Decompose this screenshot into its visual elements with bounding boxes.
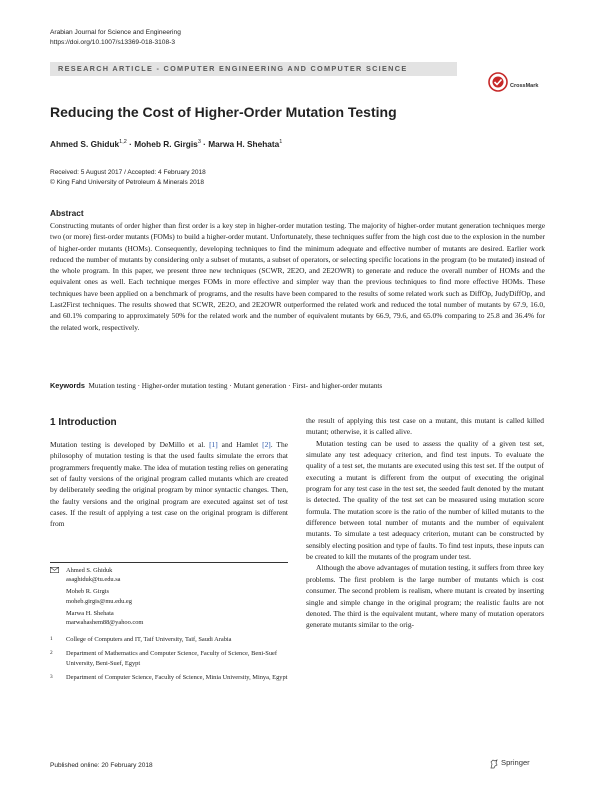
author-affil: 1,2 bbox=[119, 139, 127, 146]
author-separator: · bbox=[126, 139, 135, 149]
publication-dates bbox=[50, 168, 206, 187]
affiliation-text: College of Computers and IT, Taif University, Taif, Saudi Arabia bbox=[66, 636, 232, 644]
keywords-list: Mutation testing · Higher-order mutation testing · Mutant generation · First- and higher-order mutants bbox=[88, 382, 383, 390]
affiliation bbox=[50, 635, 288, 644]
correspondent-name: Moheb R. Girgis bbox=[66, 588, 110, 596]
author-name: Ahmed S. Ghiduk bbox=[50, 139, 120, 149]
right-column-text bbox=[306, 415, 544, 631]
springer-horse-icon bbox=[489, 759, 499, 769]
correspondent-name: Marwa H. Shehata bbox=[66, 609, 114, 617]
abstract-heading: Abstract bbox=[50, 208, 84, 218]
affiliation bbox=[50, 673, 288, 682]
author-separator: · bbox=[200, 139, 209, 149]
publisher-name: Springer bbox=[501, 758, 530, 767]
correspondent-email[interactable]: moheb.girgis@mu.edu.eg bbox=[66, 597, 132, 605]
paragraph: Mutation testing can be used to assess the quality of a given test set, simulate any test adequacy criterion, and find test inputs. To evaluate the quality of a test set, the mutants are executed using this test set. If the output of executing a mutant is different from the output of executing the original program for any test case in the test set, the seeded fault denoted by the mutant is detected. The quality of the test set can be measured using mutation score formula. The mutation score is the ratio of the number of killed mutants to the difference between total number of mutants and the number of equivalent mutants. To simulate a test adequacy criterion, mutant can be constructed by sensibly electing position and type of faults. To find test inputs, these inputs can be created to kill the mutants of the program under test. bbox=[306, 438, 544, 562]
affiliation-text: Department of Mathematics and Computer Science, Faculty of Science, Beni-Suef University, Beni-Suef, Egypt bbox=[66, 650, 278, 667]
correspondent-email[interactable]: marwahashem88@yahoo.com bbox=[66, 619, 144, 627]
published-online: Published online: 20 February 2018 bbox=[50, 762, 153, 769]
left-column-text bbox=[50, 439, 288, 530]
envelope-icon bbox=[50, 567, 59, 573]
author-name: Marwa H. Shehata bbox=[208, 139, 280, 149]
correspondent-email[interactable]: asaghiduk@tu.edu.sa bbox=[66, 576, 121, 584]
affiliation bbox=[50, 649, 288, 667]
keywords bbox=[50, 381, 545, 390]
keywords-heading: Keywords bbox=[50, 381, 85, 390]
article-type-banner: RESEARCH ARTICLE - COMPUTER ENGINEERING AND COMPUTER SCIENCE bbox=[50, 62, 457, 76]
text-run: . The philosophy of mutation testing is that the used faults simulate the errors that programmers frequently make. The idea of mutation testing relies on generating set of faulty versions of the original program called mutants which are created by deliberately seeding the original program by minor syntactic changes. Then, the faulty versions and the original program are executed against set of test cases. If the result of applying a test case on the original program is different from bbox=[50, 440, 288, 529]
crossmark-icon bbox=[488, 72, 508, 92]
author-affil: 1 bbox=[279, 139, 283, 146]
correspondence-block bbox=[50, 566, 288, 687]
abstract-text: Constructing mutants of order higher than first order is a key step in higher-order mutation testing. The majority of higher-order mutant generation techniques merge two (or more) first-order mutants (FOMs) to build a higher-order mutant. Unfortunately, these techniques suffer from the high cost due to the explosion in the number of higher-order mutants (HOMs). Consequently, developing techniques to find the minimum adequate and effective number of mutants are desired. Earlier work reduced the number of mutants by considering only a subset of mutants, a subset of operators, or selecting specific locations in the program (to be mutated) instead of the whole program. In this paper, we present three new techniques (SCWR, 2E2O, and 2E2OWR) to generate and reduce the overall number of HOMs and the equivalent ones as well. Each technique merges FOMs in more effective and simpler way than the previous techniques to find more effective HOMs. These techniques have been applied on a benchmark of programs, and the results have been compared to the results of some related work such as DiffOp, JudyDiffOp, and Last2First techniques. The results showed that SCWR, 2E2O, and 2E2OWR outperformed the related work and reduced the total number of mutants by 67.9, 16.0, and 60.1% comparing to approximately 50% for the related work and the number of equivalent mutants by 66.9, 79.6, and 65.0% comparing to 25.8 and 36.4% for the related work, respectively. bbox=[50, 221, 545, 332]
author-list bbox=[50, 139, 282, 149]
affiliation-number: 2 bbox=[50, 650, 53, 657]
correspondence-entry bbox=[50, 587, 288, 605]
affiliation-number: 1 bbox=[50, 636, 53, 643]
author-affil: 3 bbox=[197, 139, 201, 146]
journal-name: Arabian Journal for Science and Engineering bbox=[50, 29, 181, 36]
citation-link[interactable]: [2] bbox=[262, 440, 271, 449]
paragraph bbox=[50, 439, 288, 530]
text-run: Mutation testing is developed by DeMillo et al. bbox=[50, 440, 210, 449]
section-heading: 1 Introduction bbox=[50, 417, 117, 428]
publisher-mark bbox=[501, 758, 530, 767]
citation-link[interactable]: [1] bbox=[209, 440, 218, 449]
copyright-line: © King Fahd University of Petroleum & Minerals 2018 bbox=[50, 178, 204, 186]
correspondence-entry bbox=[50, 609, 288, 627]
crossmark-label: CrossMark bbox=[510, 83, 539, 89]
correspondent-name: Ahmed S. Ghiduk bbox=[66, 567, 113, 574]
paragraph: Although the above advantages of mutation testing, it suffers from three key problems. The first problem is the large number of mutants which is cost consumer. The second problem is realism, where mutant is created by inserting single and simple change in the original program; the realistic faults are not denoted. The third is the equivalent mutant, where many of mutation operators generate mutants similar to the orig- bbox=[306, 563, 544, 630]
paragraph: the result of applying this test case on a mutant, this mutant is called killed mutant; otherwise, it is called alive. bbox=[306, 416, 544, 437]
correspondence-entry bbox=[50, 566, 288, 584]
text-run: and Hamlet bbox=[217, 440, 263, 449]
journal-doi[interactable]: https://doi.org/10.1007/s13369-018-3108-3 bbox=[50, 39, 176, 46]
footnote-rule bbox=[50, 562, 288, 563]
affiliation-text: Department of Computer Science, Faculty of Science, Minia University, Minya, Egypt bbox=[66, 673, 288, 681]
paper-title: Reducing the Cost of Higher-Order Mutation Testing bbox=[50, 104, 397, 120]
affiliation-number: 3 bbox=[50, 673, 53, 680]
author-name: Moheb R. Girgis bbox=[134, 139, 198, 149]
crossmark-badge[interactable] bbox=[488, 72, 548, 98]
journal-header bbox=[50, 28, 181, 48]
received-accepted: Received: 5 August 2017 / Accepted: 4 February 2018 bbox=[50, 169, 206, 176]
